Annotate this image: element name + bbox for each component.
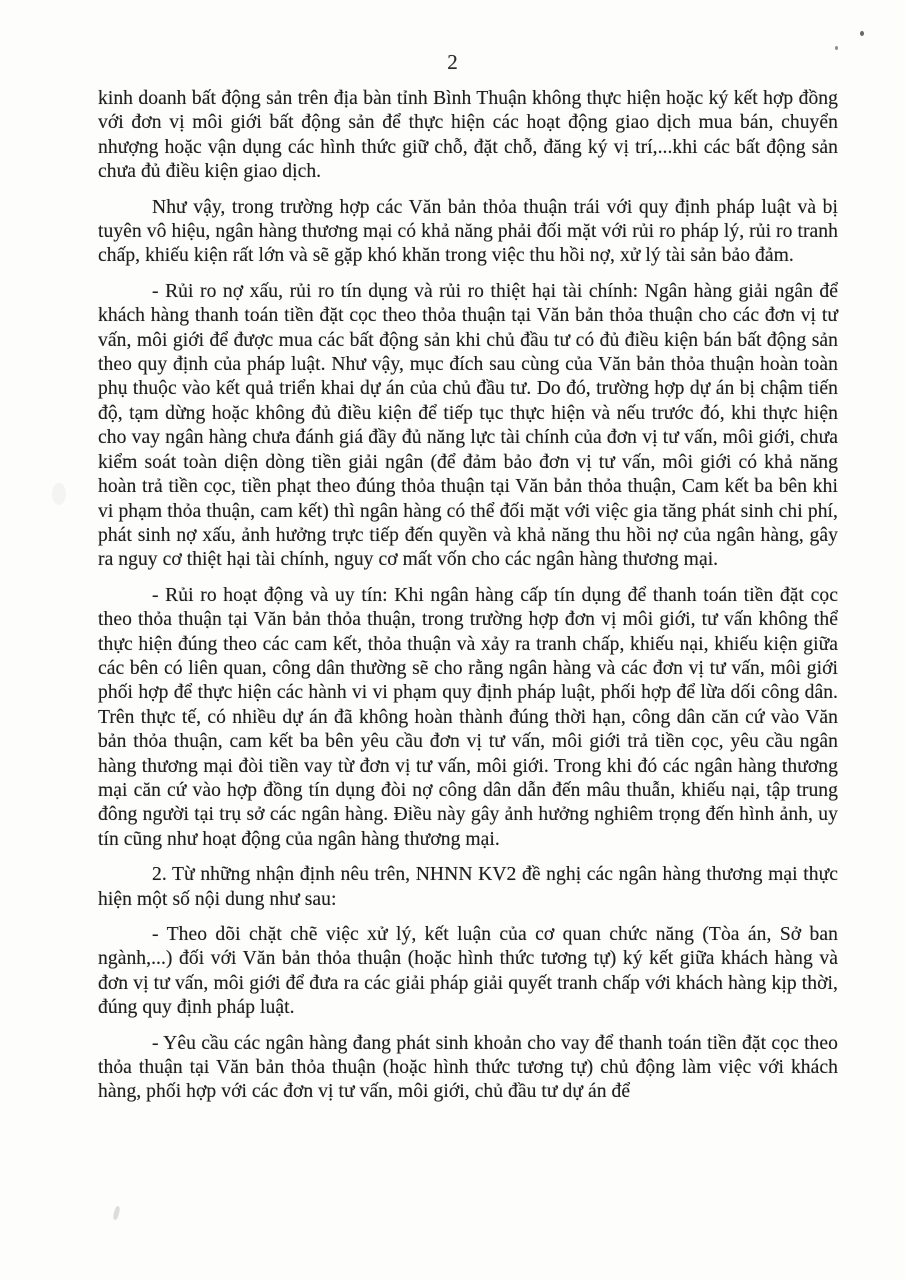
- paragraph-rui-ro-no-xau: - Rủi ro nợ xấu, rủi ro tín dụng và rủi ro thiệt hại tài chính: Ngân hàng giải ngân để khách hàng thanh toán tiền đặt cọc theo thỏa thuận tại Văn bản thỏa thuận cho các đơn vị tư vấn, môi giới để được mua các bất động sản khi chủ đầu tư có đủ điều kiện bán bất động sản theo quy định của pháp luật. Như vậy, mục đích sau cùng của Văn bản thỏa thuận hoàn toàn phụ thuộc vào kết quả triển khai dự án của chủ đầu tư. Do đó, trường hợp dự án bị chậm tiến độ, tạm dừng hoặc không đủ điều kiện để tiếp tục thực hiện và nếu trước đó, khi thực hiện cho vay ngân hàng chưa đánh giá đầy đủ năng lực tài chính của đơn vị tư vấn, môi giới, chưa kiểm soát toàn diện dòng tiền giải ngân (để đảm bảo đơn vị tư vấn, môi giới có khả năng hoàn trả tiền cọc, tiền phạt theo đúng thỏa thuận tại Văn bản thỏa thuận, Cam kết ba bên khi vi phạm thỏa thuận, cam kết) thì ngân hàng có thể đối mặt với việc gia tăng phát sinh chi phí, phát sinh nợ xấu, ảnh hưởng trực tiếp đến quyền và khả năng thu hồi nợ của ngân hàng, gây ra nguy cơ thiệt hại tài chính, nguy cơ mất vốn cho các ngân hàng thương mại.: [98, 280, 838, 571]
- scan-speck: [835, 46, 838, 50]
- scan-smudge: [52, 483, 66, 505]
- paragraph-yeu-cau: - Yêu cầu các ngân hàng đang phát sinh khoản cho vay để thanh toán tiền đặt cọc theo thỏa thuận tại Văn bản thỏa thuận (hoặc hình thức tương tự) chủ động làm việc với khách hàng, phối hợp với các đơn vị tư vấn, môi giới, chủ đầu tư dự án để: [98, 1032, 838, 1103]
- paragraph-nhu-vay: Như vậy, trong trường hợp các Văn bản thỏa thuận trái với quy định pháp luật và bị tuyên vô hiệu, ngân hàng thương mại có khả năng phải đối mặt với rủi ro pháp lý, rủi ro tranh chấp, khiếu kiện rất lớn và sẽ gặp khó khăn trong việc thu hồi nợ, xử lý tài sản bảo đảm.: [98, 196, 838, 267]
- paragraph-item-2: 2. Từ những nhận định nêu trên, NHNN KV2 đề nghị các ngân hàng thương mại thực hiện một số nội dung như sau:: [98, 864, 838, 910]
- document-body: [98, 87, 838, 1116]
- scan-smudge: [112, 1206, 120, 1221]
- scan-speck: [860, 31, 864, 36]
- paragraph-rui-ro-hoat-dong: - Rủi ro hoạt động và uy tín: Khi ngân hàng cấp tín dụng để thanh toán tiền đặt cọc theo thỏa thuận tại Văn bản thỏa thuận, trong trường hợp đơn vị môi giới, tư vấn không thể thực hiện đúng theo các cam kết, thỏa thuận và xảy ra tranh chấp, khiếu nại, khiếu kiện giữa các bên có liên quan, công dân thường sẽ cho rằng ngân hàng và các đơn vị tư vấn, môi giới phối hợp để thực hiện các hành vi vi phạm quy định pháp luật, phối hợp để lừa dối công dân. Trên thực tế, có nhiều dự án đã không hoàn thành đúng thời hạn, công dân căn cứ vào Văn bản thỏa thuận, cam kết ba bên yêu cầu đơn vị tư vấn, môi giới trả tiền cọc, yêu cầu ngân hàng thương mại đòi tiền vay từ đơn vị tư vấn, môi giới. Trong khi đó các ngân hàng thương mại căn cứ vào hợp đồng tín dụng đòi nợ công dân dẫn đến mâu thuẫn, khiếu nại, tập trung đông người tại trụ sở các ngân hàng. Điều này gây ảnh hưởng nghiêm trọng đến hình ảnh, uy tín cũng như hoạt động của ngân hàng thương mại.: [98, 584, 838, 850]
- page-number: 2: [447, 50, 458, 74]
- paragraph-theo-doi: - Theo dõi chặt chẽ việc xử lý, kết luận của cơ quan chức năng (Tòa án, Sở ban ngành,...) đối với Văn bản thỏa thuận (hoặc hình thức tương tự) ký kết giữa khách hàng và đơn vị tư vấn, môi giới để đưa ra các giải pháp giải quyết tranh chấp với khách hàng kịp thời, đúng quy định pháp luật.: [98, 924, 838, 1019]
- paragraph-continuation: kinh doanh bất động sản trên địa bàn tỉnh Bình Thuận không thực hiện hoặc ký kết hợp đồng với đơn vị môi giới bất động sản để thực hiện các hoạt động giao dịch mua bán, chuyển nhượng hoặc vận dụng các hình thức giữ chỗ, đặt chỗ, đăng ký vị trí,...khi các bất động sản chưa đủ điều kiện giao dịch.: [98, 88, 838, 183]
